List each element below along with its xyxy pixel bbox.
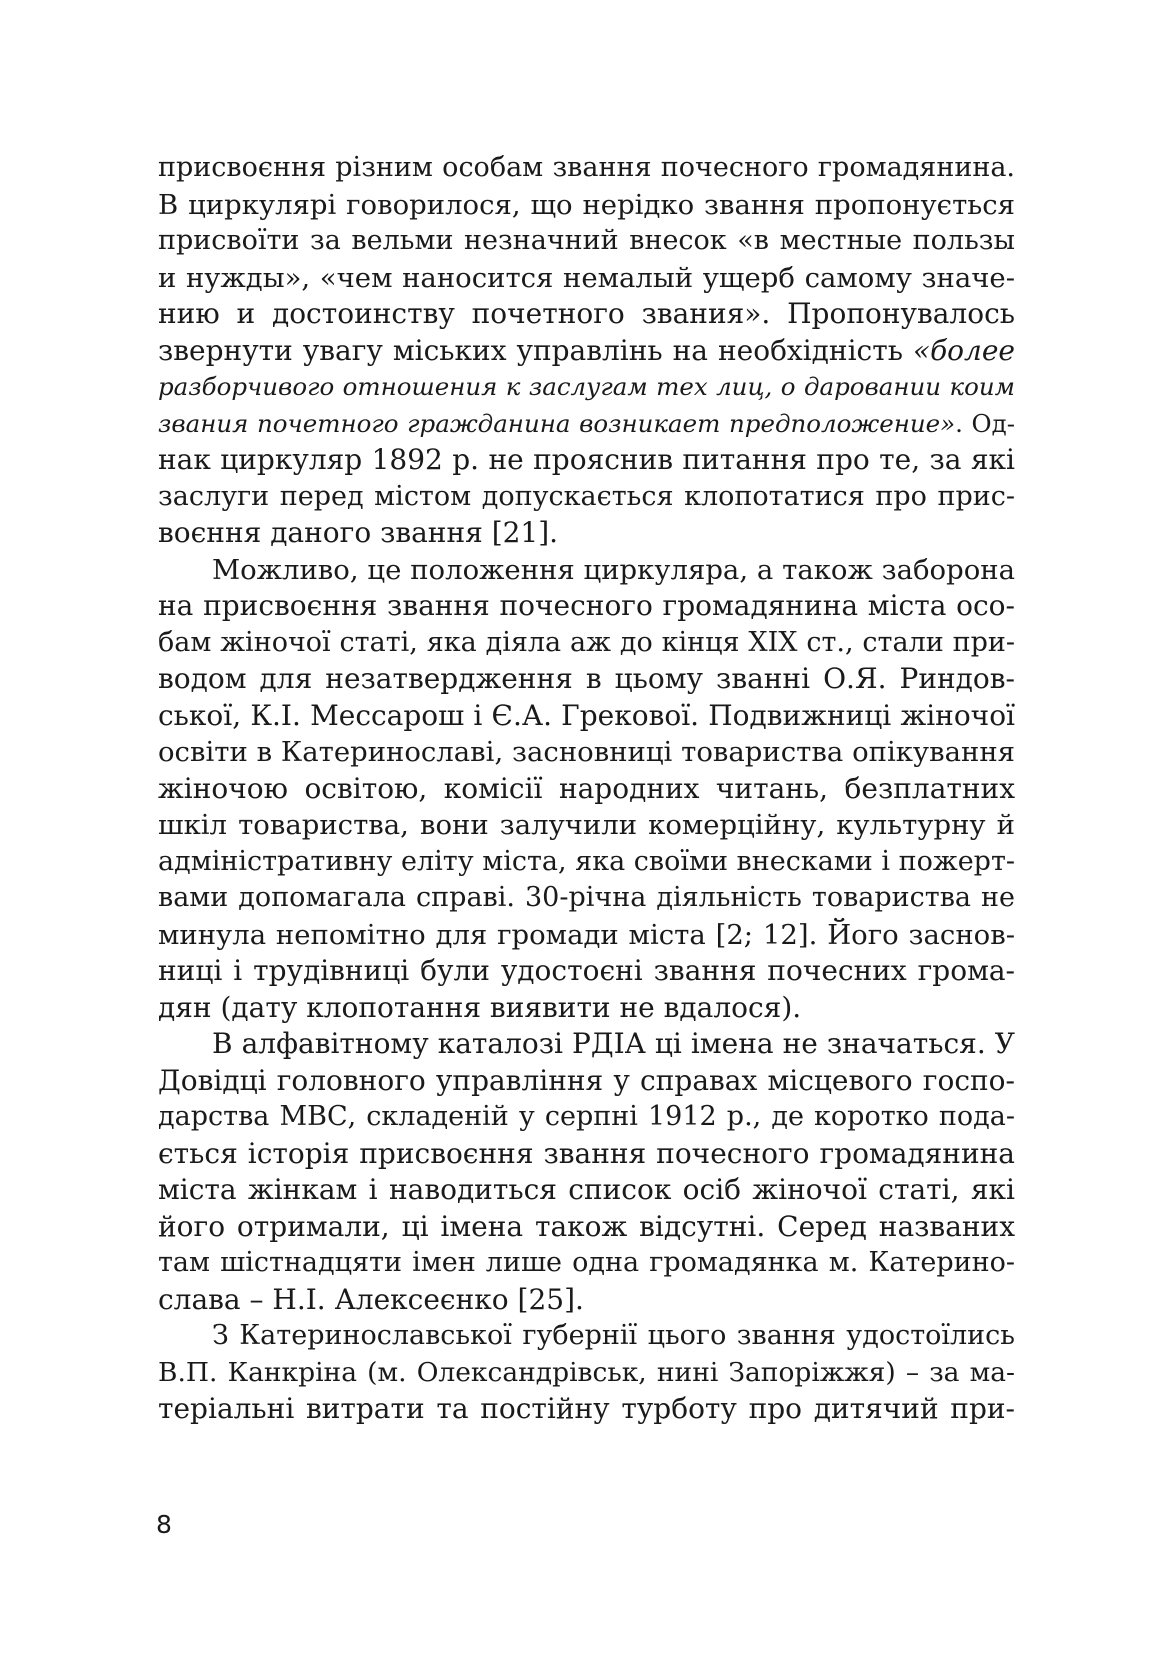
text-line: там шістнадцяти імен лише одна громадянка м. Катерино- — [158, 1247, 1015, 1278]
text-line: адміністративну еліту міста, яка своїми внесками і пожерт- — [158, 845, 1015, 877]
page-body — [158, 150, 1015, 1428]
paragraph-3 — [158, 1026, 1015, 1318]
text-line: и нужды», «чем наносится немалый ущерб самому значе- — [158, 261, 1015, 294]
italic-quote: звания почетного гражданина возникает предположение» — [158, 408, 956, 438]
text-line: ської, К.І. Мессарош і Є.А. Грекової. Подвижниці жіночої — [158, 698, 1015, 732]
paragraph-1 — [158, 150, 1015, 552]
italic-quote: разборчивого отношения к заслугам тех лиц, о даровании коим — [158, 372, 1015, 401]
text-line: Довідці головного управління у справах місцевого госпо- — [158, 1063, 1015, 1097]
text-line: воєння даного звання [21]. — [158, 516, 559, 549]
text-segment: . Од- — [955, 408, 1015, 438]
text-line: ниці і трудівниці були удостоєні звання почесних грома- — [158, 954, 1015, 987]
paragraph-2 — [158, 552, 1015, 1027]
page-number: 8 — [156, 1510, 172, 1539]
text-line: Можливо, це положення циркуляра, а також заборона — [212, 553, 1015, 586]
text-line: його отримали, ці імена також відсутні. Серед названих — [158, 1209, 1015, 1243]
paragraph-4 — [158, 1318, 1015, 1428]
text-line: нак циркуляр 1892 р. не прояснив питання про те, за які — [158, 443, 1015, 476]
text-line: нию и достоинству почетного звания». Пропонувалось — [158, 297, 1015, 330]
text-line: З Катеринославської губернії цього звання удостоїлись — [212, 1320, 1015, 1351]
text-line: ється історія присвоєння звання почесного громадянина — [158, 1136, 1015, 1170]
text-line: слава – Н.І. Алексеєнко [25]. — [158, 1282, 584, 1316]
text-line: В.П. Канкріна (м. Олександрівськ, нині Запоріжжя) – за ма- — [158, 1356, 1015, 1388]
text-line: шкіл товариства, вони залучили комерційну, культурну й — [158, 809, 1015, 841]
text-segment: звернути увагу міських управлінь на необхідність — [158, 333, 913, 367]
text-line: дян (дату клопотання виявити не вдалося). — [158, 990, 802, 1024]
text-line: бам жіночої статі, яка діяла аж до кінця ХІХ ст., стали при- — [158, 626, 1015, 658]
text-line: присвоєння різним особам звання почесного громадянина. — [158, 152, 1015, 183]
text-line: дарства МВС, складеній у серпні 1912 р., де коротко пода- — [158, 1101, 1015, 1132]
text-line: заслуги перед містом допускається клопотатися про прис- — [158, 480, 1015, 512]
text-line — [158, 406, 1015, 443]
text-line: жіночою освітою, комісії народних читань, безплатних — [158, 771, 1015, 805]
text-line: водом для незатвердження в цьому званні О.Я. Риндов- — [158, 662, 1015, 695]
text-line: присвоїти за вельми незначний внесок «в местные пользы — [158, 225, 1015, 256]
text-line: на присвоєння звання почесного громадянина міста осо- — [158, 589, 1015, 622]
text-line: минула непомітно для громади міста [2; 12]. Його заснов- — [158, 918, 1015, 951]
text-line: освіти в Катеринославі, засновниці товариства опікування — [158, 736, 1015, 768]
text-line: теріальні витрати та постійну турботу про дитячий при- — [158, 1392, 1015, 1425]
italic-quote: «более — [912, 333, 1015, 367]
text-line — [158, 369, 1015, 406]
text-line: вами допомагала справі. 30-річна діяльність товариства не — [158, 882, 1015, 913]
text-line: В циркулярі говорилося, що нерідко звання пропонується — [158, 188, 1015, 221]
text-line: В алфавітному каталозі РДІА ці імена не значаться. У — [212, 1027, 1015, 1060]
text-line — [158, 333, 1015, 370]
text-line: міста жінкам і наводиться список осіб жіночої статі, які — [158, 1173, 1015, 1206]
